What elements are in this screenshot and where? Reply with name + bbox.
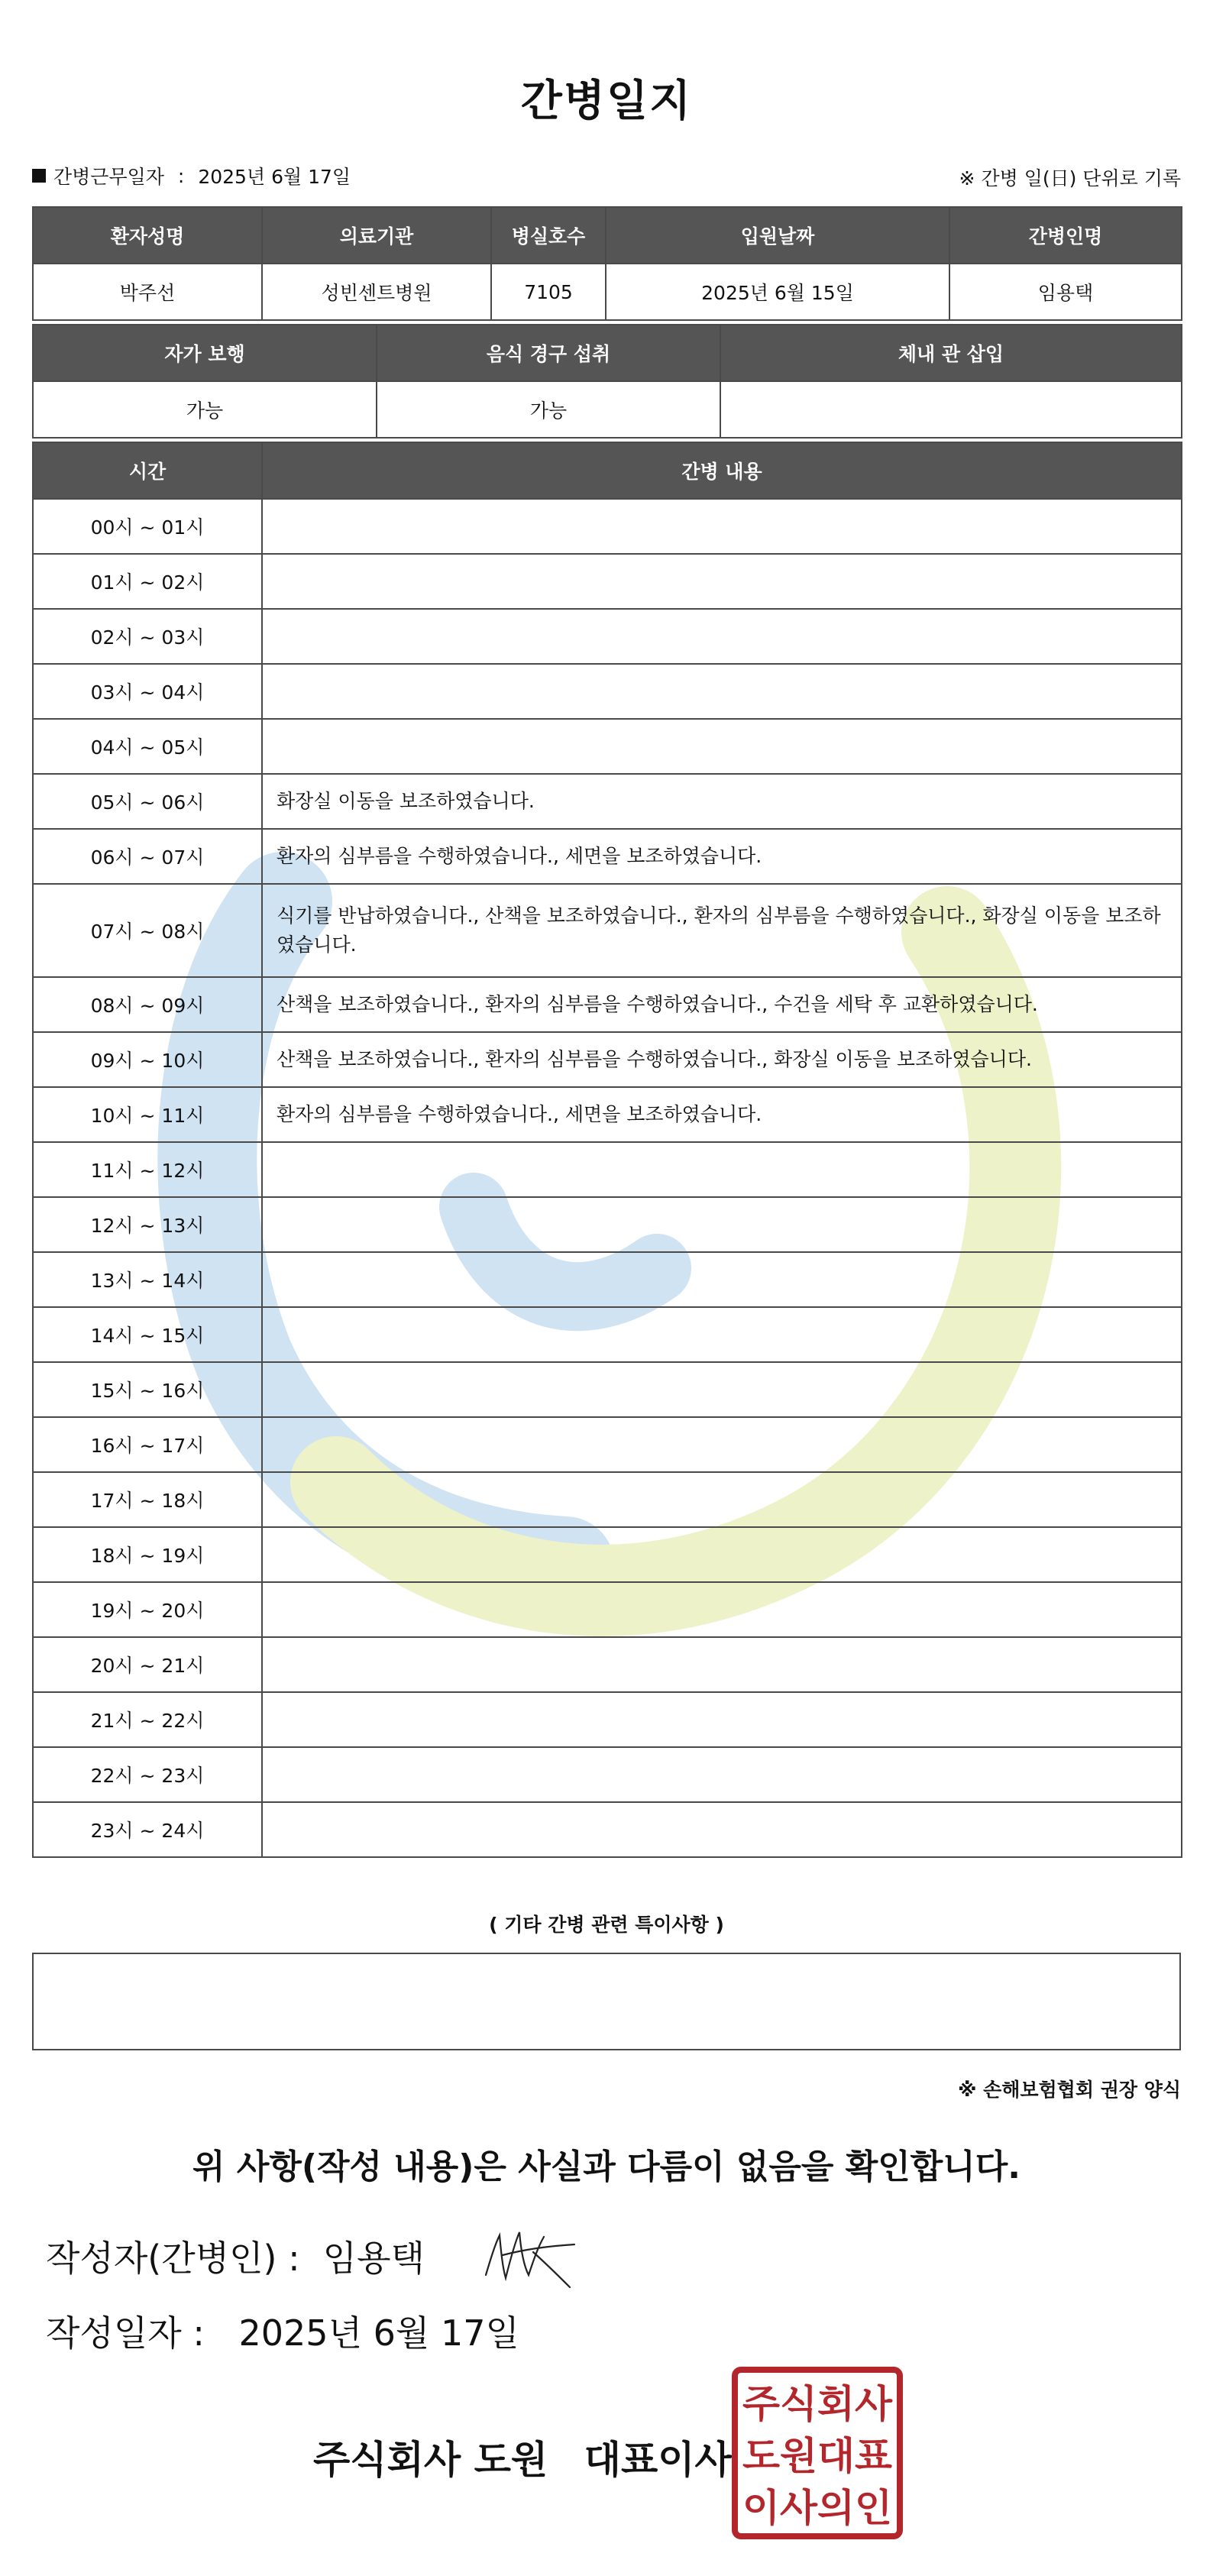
log-content-cell	[262, 554, 1182, 609]
log-time-cell: 14시 ~ 15시	[33, 1307, 262, 1362]
log-time-cell: 04시 ~ 05시	[33, 719, 262, 774]
log-content-cell	[262, 1747, 1182, 1802]
patient-info-value-row	[33, 264, 1182, 320]
log-time-cell: 03시 ~ 04시	[33, 664, 262, 719]
care-log-row	[33, 1362, 1182, 1417]
log-content-cell	[262, 1802, 1182, 1857]
log-time-cell: 02시 ~ 03시	[33, 609, 262, 664]
patient-name: 박주선	[33, 264, 262, 320]
log-content-cell: 환자의 심부름을 수행하였습니다., 세면을 보조하였습니다.	[262, 829, 1182, 884]
work-date-colon: :	[177, 164, 185, 187]
log-time-cell: 10시 ~ 11시	[33, 1087, 262, 1142]
log-content-cell	[262, 1472, 1182, 1527]
hospital-name: 성빈센트병원	[262, 264, 491, 320]
special-notes-box	[32, 1953, 1181, 2050]
care-log-row	[33, 664, 1182, 719]
log-time-cell: 05시 ~ 06시	[33, 774, 262, 829]
header-oral-intake: 음식 경구 섭취	[377, 325, 720, 381]
care-log-row	[33, 1692, 1182, 1747]
care-log-row	[33, 1142, 1182, 1197]
confirmation-statement: 위 사항(작성 내용)은 사실과 다름이 없음을 확인합니다.	[192, 2147, 1021, 2186]
seal-line-1: 주식회사	[742, 2382, 893, 2426]
work-date-value: 2025년 6월 17일	[198, 166, 351, 188]
header-room: 병실호수	[491, 207, 606, 264]
company-title: 대표이사	[584, 2438, 732, 2482]
company-line	[313, 2429, 732, 2484]
log-content-cell	[262, 1362, 1182, 1417]
status-header-row	[33, 325, 1182, 381]
tube-insertion-value	[720, 381, 1182, 438]
care-log-row	[33, 554, 1182, 609]
care-log-row	[33, 1472, 1182, 1527]
log-content-cell	[262, 1197, 1182, 1252]
log-time-cell: 09시 ~ 10시	[33, 1032, 262, 1087]
log-content-cell	[262, 1527, 1182, 1582]
log-content-cell: 환자의 심부름을 수행하였습니다., 세면을 보조하였습니다.	[262, 1087, 1182, 1142]
care-log-row	[33, 1582, 1182, 1637]
log-content-cell	[262, 1637, 1182, 1692]
care-log-row	[33, 1417, 1182, 1472]
seal-line-2: 도원대표	[742, 2434, 893, 2478]
writer-label: 작성자(간병인) :	[46, 2238, 300, 2279]
notes-heading: ( 기타 간병 관련 특이사항 )	[489, 1914, 724, 1936]
status-value-row	[33, 381, 1182, 438]
log-time-cell: 23시 ~ 24시	[33, 1802, 262, 1857]
work-date-line	[32, 162, 351, 189]
log-content-cell	[262, 609, 1182, 664]
log-time-cell: 07시 ~ 08시	[33, 884, 262, 977]
log-content-cell: 화장실 이동을 보조하였습니다.	[262, 774, 1182, 829]
header-self-walking: 자가 보행	[33, 325, 377, 381]
header-care-content: 간병 내용	[262, 442, 1182, 499]
patient-info-header-row	[33, 207, 1182, 264]
header-time: 시간	[33, 442, 262, 499]
log-time-cell: 12시 ~ 13시	[33, 1197, 262, 1252]
care-log-row	[33, 499, 1182, 554]
care-log-table	[32, 442, 1182, 1858]
unit-note: ※ 간병 일(日) 단위로 기록	[959, 167, 1181, 189]
room-number: 7105	[491, 264, 606, 320]
log-content-cell: 산책을 보조하였습니다., 환자의 심부름을 수행하였습니다., 수건을 세탁 후 교환하였습니다.	[262, 977, 1182, 1032]
log-content-cell	[262, 499, 1182, 554]
signature-image	[480, 2222, 579, 2290]
log-time-cell: 01시 ~ 02시	[33, 554, 262, 609]
care-log-row	[33, 1802, 1182, 1857]
work-date-label: 간병근무일자	[53, 166, 164, 188]
writer-line	[46, 2231, 425, 2281]
written-date-value: 2025년 6월 17일	[238, 2312, 519, 2354]
header-patient-name: 환자성명	[33, 207, 262, 264]
care-log-row	[33, 1087, 1182, 1142]
log-content-cell	[262, 1142, 1182, 1197]
care-log-row	[33, 609, 1182, 664]
header-tube-insertion: 체내 관 삽입	[720, 325, 1182, 381]
log-time-cell: 15시 ~ 16시	[33, 1362, 262, 1417]
care-log-row	[33, 1637, 1182, 1692]
care-log-row	[33, 884, 1182, 977]
care-log-row	[33, 774, 1182, 829]
care-log-row	[33, 1252, 1182, 1307]
written-date-line	[46, 2306, 519, 2356]
patient-info-table	[32, 206, 1182, 321]
log-time-cell: 17시 ~ 18시	[33, 1472, 262, 1527]
patient-status-table	[32, 324, 1182, 439]
log-time-cell: 21시 ~ 22시	[33, 1692, 262, 1747]
writer-name: 임용택	[322, 2238, 425, 2279]
header-admission-date: 입원날짜	[606, 207, 949, 264]
oral-intake-value: 가능	[377, 381, 720, 438]
care-log-header-row	[33, 442, 1182, 499]
caregiver-name: 임용택	[949, 264, 1182, 320]
log-content-cell	[262, 1252, 1182, 1307]
log-time-cell: 20시 ~ 21시	[33, 1637, 262, 1692]
recommendation-note: ※ 손해보험협회 권장 양식	[958, 2079, 1181, 2101]
care-log-row	[33, 1747, 1182, 1802]
care-log-row	[33, 977, 1182, 1032]
care-log-row	[33, 1197, 1182, 1252]
log-content-cell	[262, 719, 1182, 774]
log-time-cell: 18시 ~ 19시	[33, 1527, 262, 1582]
log-time-cell: 11시 ~ 12시	[33, 1142, 262, 1197]
care-log-row	[33, 719, 1182, 774]
care-log-row	[33, 1307, 1182, 1362]
log-time-cell: 06시 ~ 07시	[33, 829, 262, 884]
self-walking-value: 가능	[33, 381, 377, 438]
care-log-row	[33, 1527, 1182, 1582]
page-title: 간병일지	[520, 76, 693, 126]
log-content-cell	[262, 664, 1182, 719]
care-log-row	[33, 829, 1182, 884]
log-content-cell	[262, 1307, 1182, 1362]
log-time-cell: 08시 ~ 09시	[33, 977, 262, 1032]
log-content-cell	[262, 1417, 1182, 1472]
care-log-row	[33, 1032, 1182, 1087]
header-hospital: 의료기관	[262, 207, 491, 264]
written-date-label: 작성일자 :	[46, 2312, 205, 2354]
log-time-cell: 19시 ~ 20시	[33, 1582, 262, 1637]
square-bullet-icon	[32, 169, 46, 183]
log-content-cell	[262, 1582, 1182, 1637]
log-content-cell	[262, 1692, 1182, 1747]
seal-line-3: 이사의인	[742, 2486, 892, 2530]
log-content-cell: 산책을 보조하였습니다., 환자의 심부름을 수행하였습니다., 화장실 이동을 보조하였습니다.	[262, 1032, 1182, 1087]
header-caregiver: 간병인명	[949, 207, 1182, 264]
log-time-cell: 22시 ~ 23시	[33, 1747, 262, 1802]
log-time-cell: 16시 ~ 17시	[33, 1417, 262, 1472]
log-content-cell: 식기를 반납하였습니다., 산책을 보조하였습니다., 환자의 심부름을 수행하였습니다., 화장실 이동을 보조하였습니다.	[262, 884, 1182, 977]
company-seal	[732, 2367, 903, 2539]
log-time-cell: 13시 ~ 14시	[33, 1252, 262, 1307]
admission-date: 2025년 6월 15일	[606, 264, 949, 320]
company-name: 주식회사 도원	[313, 2438, 548, 2482]
log-time-cell: 00시 ~ 01시	[33, 499, 262, 554]
